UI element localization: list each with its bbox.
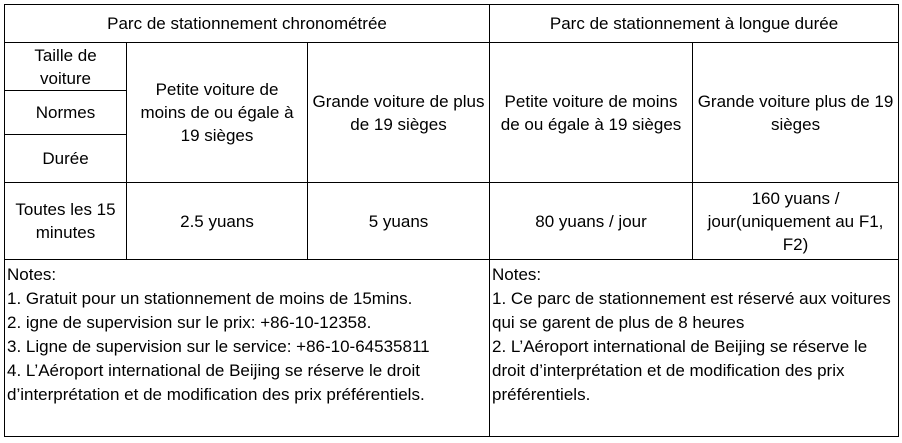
long-small-rate: 80 yuans / jour: [490, 183, 693, 260]
long-large-car-header: Grande voiture plus de 19 sièges: [693, 43, 899, 183]
notes-row: [5, 260, 899, 437]
rate-period-label: Toutes les 15 minutes: [5, 183, 127, 260]
long-large-rate: 160 yuans / jour(uniquement au F1, F2): [693, 183, 899, 260]
long-small-car-header: Petite voiture de moins de ou égale à 19 sièges: [490, 43, 693, 183]
timed-large-car-header: Grande voiture de plus de 19 sièges: [308, 43, 490, 183]
notes-left-item: 2. igne de supervision sur le prix: +86-10-12358.: [7, 313, 372, 332]
notes-right-title: Notes:: [492, 265, 542, 284]
long-term-parking-header: Parc de stationnement à longue durée: [490, 5, 899, 43]
size-label: Taille de voiture: [5, 43, 127, 91]
notes-right-item: 2. L’Aéroport international de Beijing se réserve le droit d’interprétation et de modification des prix préférentiels.: [492, 337, 868, 404]
notes-left-item: 1. Gratuit pour un stationnement de moins de 15mins.: [7, 289, 413, 308]
notes-left: [5, 260, 490, 437]
duration-label: Durée: [5, 135, 127, 183]
notes-right-item: 1. Ce parc de stationnement est réservé aux voitures qui se garent de plus de 8 heures: [492, 289, 891, 332]
notes-left-item: 3. Ligne de supervision sur le service: +86-10-64535811: [7, 337, 430, 356]
standards-label: Normes: [5, 91, 127, 135]
timed-small-car-header: Petite voiture de moins de ou égale à 19 sièges: [127, 43, 308, 183]
notes-left-item: 4. L’Aéroport international de Beijing se réserve le droit d’interprétation et de modification des prix préférentiels.: [7, 361, 425, 404]
size-row: [5, 43, 899, 91]
notes-right: [490, 260, 899, 437]
parking-rates-table: [4, 4, 899, 437]
timed-large-rate: 5 yuans: [308, 183, 490, 260]
notes-left-title: Notes:: [7, 265, 57, 284]
header-row: [5, 5, 899, 43]
timed-small-rate: 2.5 yuans: [127, 183, 308, 260]
timed-parking-header: Parc de stationnement chronométrée: [5, 5, 490, 43]
rates-row: [5, 183, 899, 260]
